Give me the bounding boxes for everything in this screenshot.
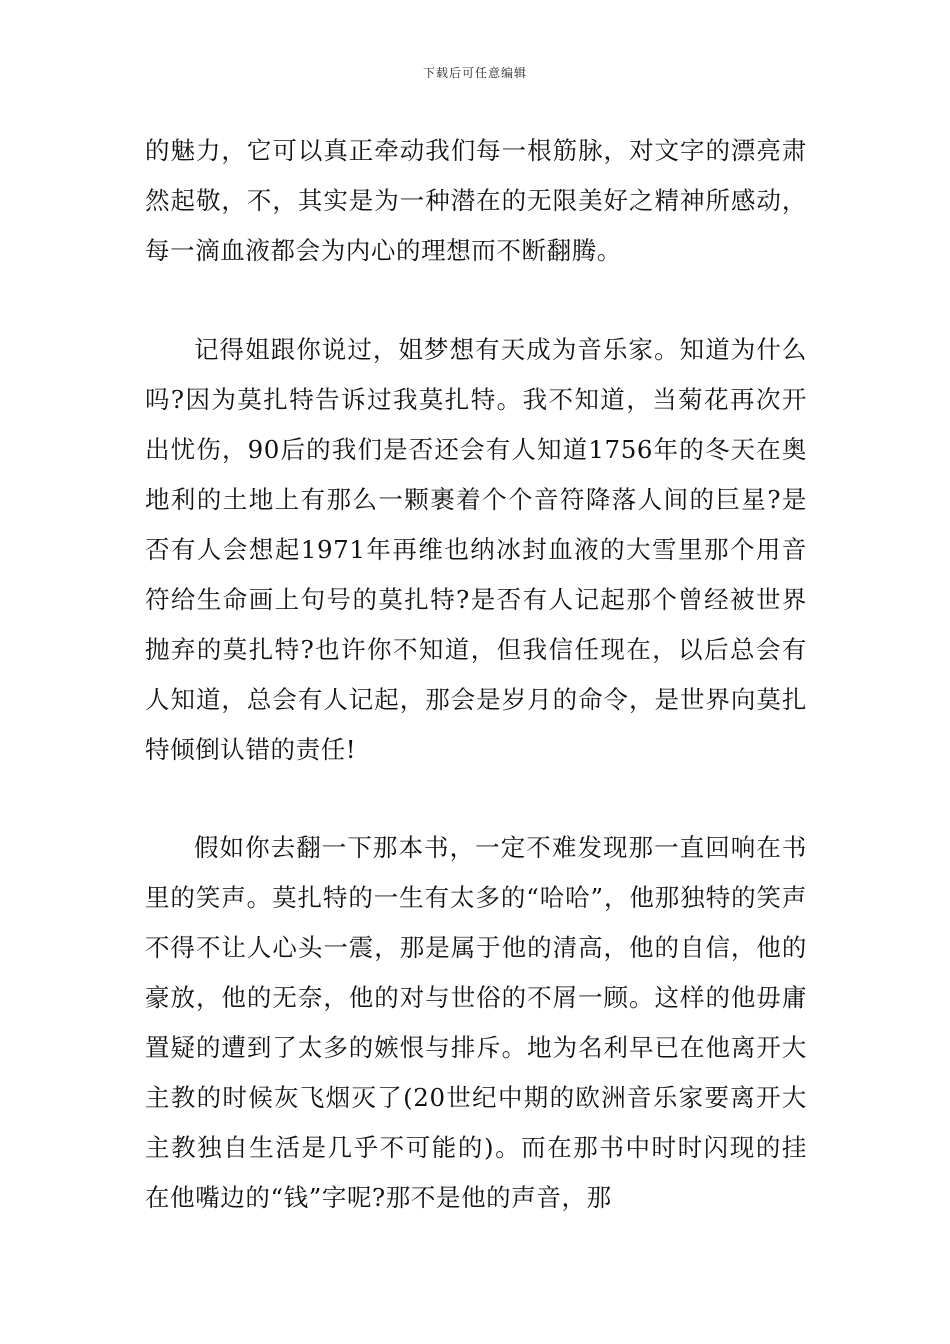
document-body [145, 126, 807, 1223]
page-header: 下载后可任意编辑 [422, 66, 527, 80]
paragraph-mozart-dream: 记得姐跟你说过，姐梦想有天成为音乐家。知道为什么吗?因为莫扎特告诉过我莫扎特。我不知道，当菊花再次开出忧伤，90后的我们是否还会有人知道1756年的冬天在奥地利的土地上有那么一颗裹着个个音符降落人间的巨星?是否有人会想起1971年再维也纳冰封血液的大雪里那个用音符给生命画上句号的莫扎特?是否有人记起那个曾经被世界抛弃的莫扎特?也许你不知道，但我信任现在，以后总会有人知道，总会有人记起，那会是岁月的命令，是世界向莫扎特倾倒认错的责任! [145, 335, 807, 764]
paragraph-continued: 的魅力，它可以真正牵动我们每一根筋脉，对文字的漂亮肃然起敬，不，其实是为一种潜在的无限美好之精神所感动，每一滴血液都会为内心的理想而不断翻腾。 [145, 136, 807, 265]
paragraph-laughter: 假如你去翻一下那本书，一定不难发现那一直回响在书里的笑声。莫扎特的一生有太多的“哈哈”，他那独特的笑声不得不让人心头一震，那是属于他的清高，他的自信，他的豪放，他的无奈，他的对与世俗的不屑一顾。这样的他毋庸置疑的遭到了太多的嫉恨与排斥。地为名利早已在他离开大主教的时候灰飞烟灭了(20世纪中期的欧洲音乐家要离开大主教独自生活是几乎不可能的)。而在那书中时时闪现的挂在他嘴边的“钱”字呢?那不是他的声音，那 [145, 833, 807, 1212]
